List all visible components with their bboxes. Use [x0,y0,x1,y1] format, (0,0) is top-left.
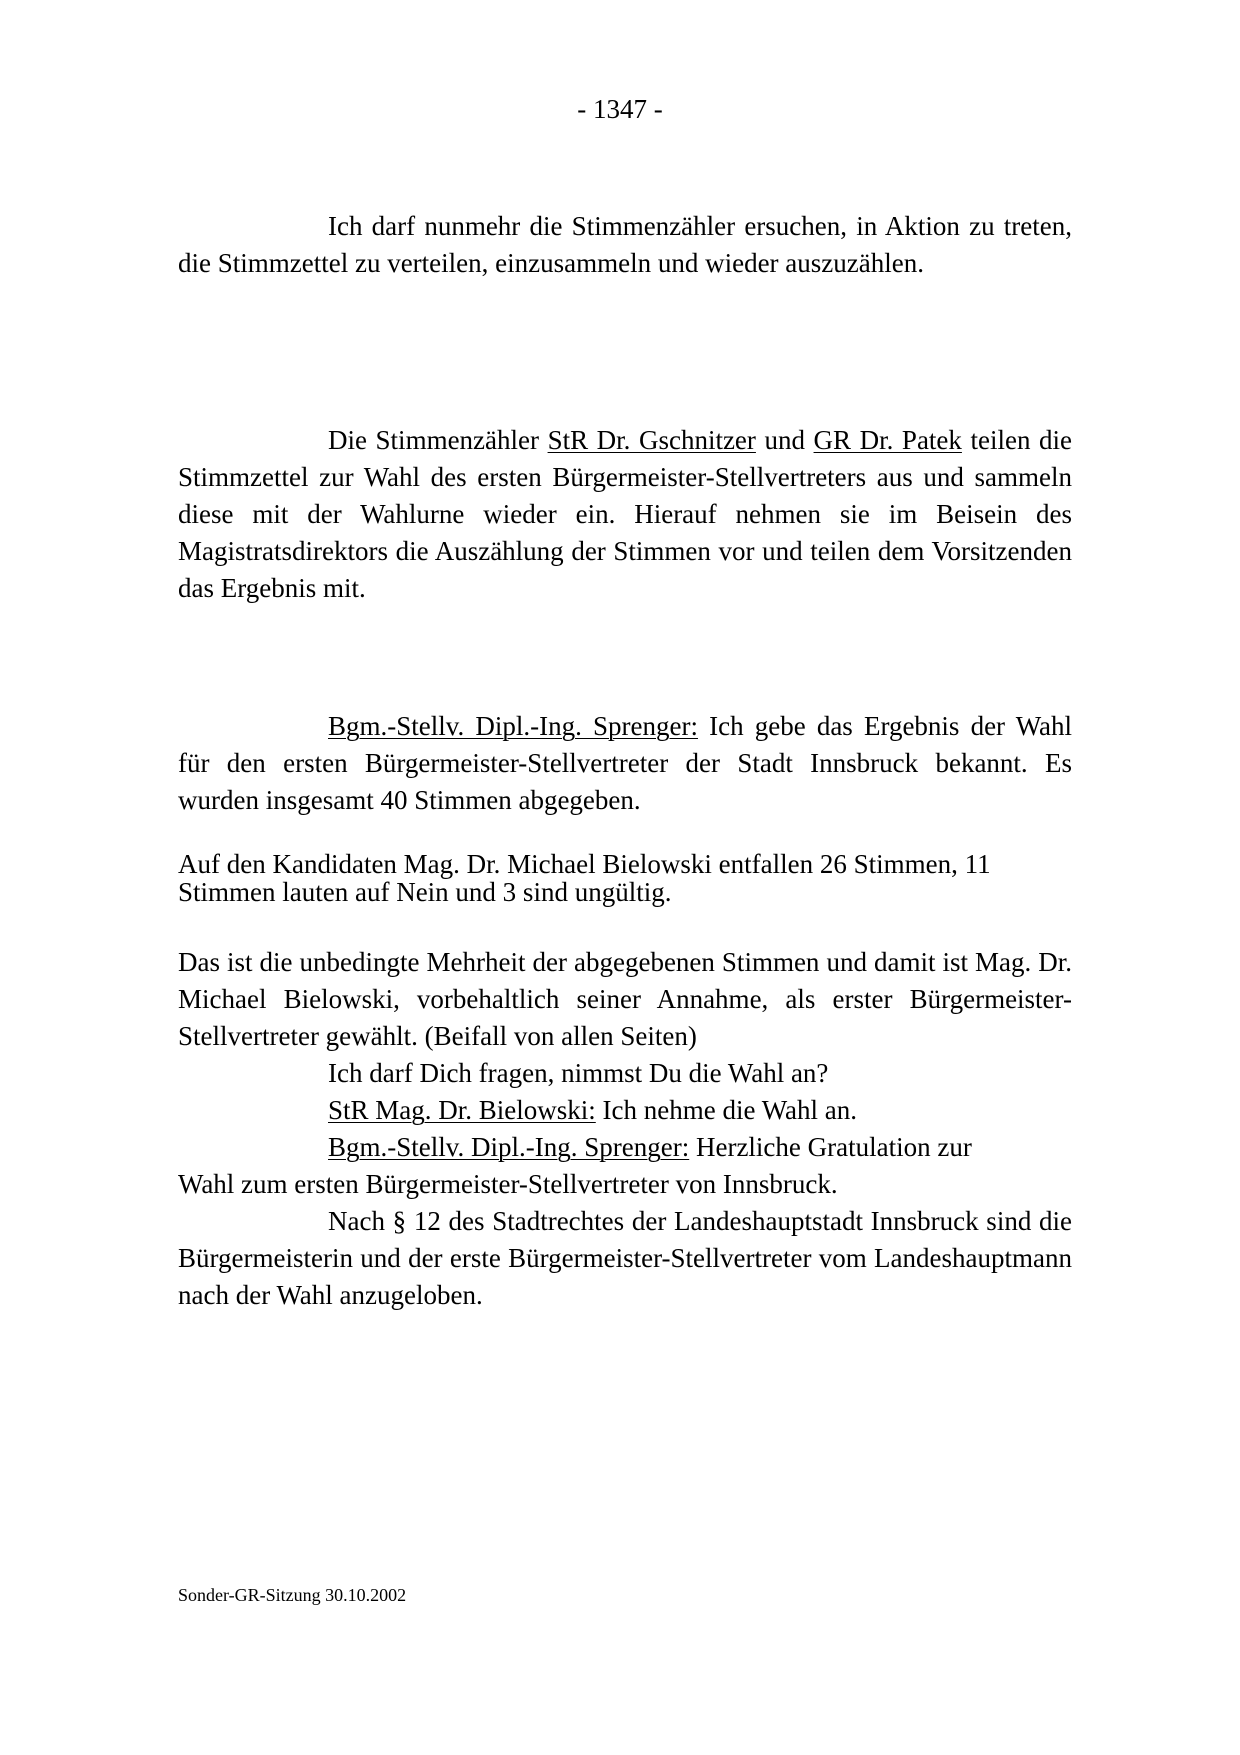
paragraph-vote-collection [178,422,1072,607]
congratulation-line-continued: Wahl zum ersten Bürgermeister-Stellvertreter von Innsbruck. [178,1169,838,1199]
page-number: - 1347 - [577,94,663,124]
congratulation-line [178,1129,1072,1166]
paragraph-text: Ich darf nunmehr die Stimmenzähler ersuchen, in Aktion zu treten, die Stimmzettel zu verteilen, einzusammeln und wieder auszuzählen. [178,211,1072,278]
text-segment: Die Stimmenzähler [328,425,548,455]
paragraph-vote-counts [178,850,1072,906]
text-segment: Herzliche Gratulation zur [689,1132,972,1162]
paragraph-majority [178,944,1072,1055]
text-segment: und [755,425,814,455]
paragraph-text: Nach § 12 des Stadtrechtes der Landeshauptstadt Innsbruck sind die Bürgermeisterin und der erste Bürgermeister-Stellvertreter vom Landeshauptmann nach der Wahl anzugeloben. [178,1206,1072,1310]
paragraph-stadtrecht [178,1203,1072,1314]
text-segment: Ich gebe das Ergebnis der Wahl für den ersten Bürgermeister-Stellvertreter der Stadt Innsbruck bekannt. Es wurden insgesamt 40 Stimmen abgegeben. [178,711,1072,815]
speaker-name-sprenger: Bgm.-Stellv. Dipl.-Ing. Sprenger: [328,1132,690,1162]
paragraph-text: Auf den Kandidaten Mag. Dr. Michael Bielowski entfallen 26 Stimmen, 11 Stimmen lauten auf Nein und 3 sind ungültig. [178,849,991,907]
speaker-name-sprenger: Bgm.-Stellv. Dipl.-Ing. Sprenger: [328,711,698,741]
speaker-name-gschnitzer: StR Dr. Gschnitzer [547,425,756,455]
paragraph-stimmenzaehler-request [178,208,1072,282]
speaker-name-bielowski: StR Mag. Dr. Bielowski: [328,1095,596,1125]
paragraph-text [178,708,1072,819]
question-line: Ich darf Dich fragen, nimmst Du die Wahl an? [328,1058,829,1088]
speaker-name-patek: GR Dr. Patek [813,425,962,455]
paragraph-result-announcement [178,708,1072,819]
footer-session-label: Sonder-GR-Sitzung 30.10.2002 [178,1585,407,1605]
text-segment: Ich nehme die Wahl an. [595,1095,858,1125]
paragraph-text: Das ist die unbedingte Mehrheit der abgegebenen Stimmen und damit ist Mag. Dr. Michael Bielowski, vorbehaltlich seiner Annahme, als erster Bürgermeister-Stellvertreter gewählt. (Beifall von allen Seiten) [178,947,1072,1051]
answer-line [178,1092,1072,1129]
dialogue-block [178,1055,1072,1203]
paragraph-text [178,422,1072,607]
text-segment: teilen die Stimmzettel zur Wahl des ersten Bürgermeister-Stellvertreters aus und sammeln diese mit der Wahlurne wieder ein. Hierauf nehmen sie im Beisein des Magistratsdirektors die Auszählung der Stimmen vor und teilen dem Vorsitzenden das Ergebnis mit. [178,425,1073,603]
